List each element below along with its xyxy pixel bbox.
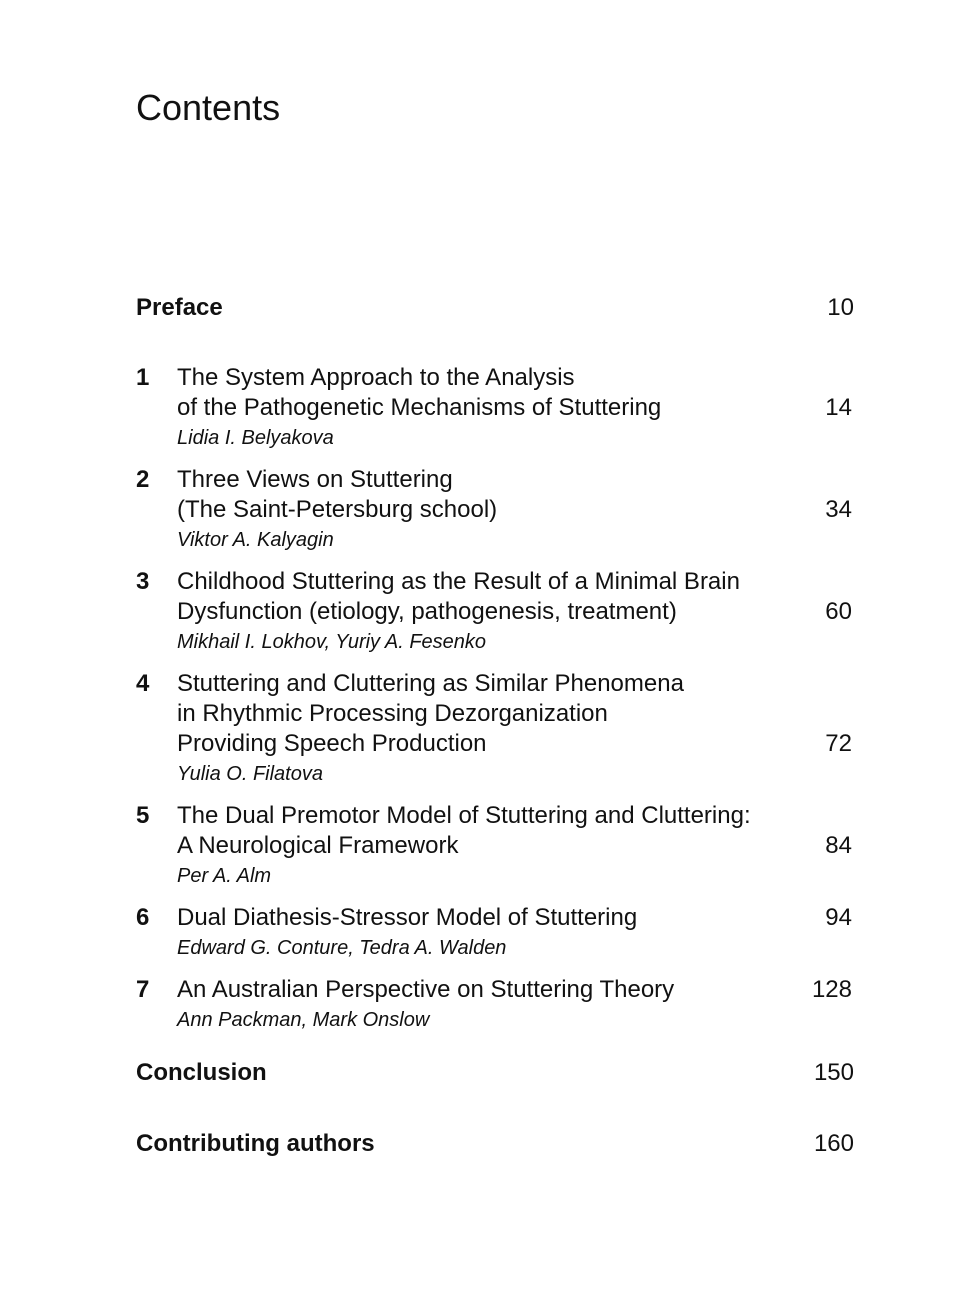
toc-contributors (136, 1129, 854, 1159)
chapter-entry-3[interactable] (136, 567, 854, 657)
toc-conclusion (136, 1058, 854, 1088)
chapter-number: 1 (136, 364, 150, 391)
chapter-entry-1[interactable] (136, 363, 854, 453)
conclusion-entry[interactable] (136, 1058, 854, 1088)
chapter-number: 6 (136, 904, 150, 931)
chapter-title: The System Approach to the Analysis of the Pathogenetic Mechanisms of Stuttering (177, 364, 662, 421)
chapter-page: 34 (825, 496, 852, 523)
toc-chapters (136, 363, 854, 1047)
chapter-page: 128 (811, 976, 852, 1003)
chapter-title: Stuttering and Cluttering as Similar Phenomena in Rhythmic Processing Dezorganization Providing Speech Production (177, 670, 684, 757)
chapter-authors: Per A. Alm (177, 865, 272, 887)
chapter-title: An Australian Perspective on Stuttering Theory (177, 976, 675, 1003)
chapter-authors: Ann Packman, Mark Onslow (177, 1009, 430, 1031)
chapter-entry-6[interactable] (136, 903, 854, 963)
chapter-entry-7[interactable] (136, 975, 854, 1035)
toc-preface (136, 293, 854, 323)
chapter-page: 60 (825, 598, 852, 625)
chapter-number: 3 (136, 568, 150, 595)
chapter-number: 5 (136, 802, 150, 829)
chapter-authors: Lidia I. Belyakova (177, 427, 334, 449)
conclusion-label: Conclusion (136, 1059, 267, 1086)
chapter-authors: Mikhail I. Lokhov, Yuriy A. Fesenko (177, 631, 487, 653)
chapter-page: 94 (825, 904, 852, 931)
chapter-title: Dual Diathesis-Stressor Model of Stuttering (177, 904, 638, 931)
chapter-page: 14 (825, 394, 852, 421)
chapter-page: 72 (825, 730, 852, 757)
page-title: Contents (136, 87, 281, 128)
chapter-title: Childhood Stuttering as the Result of a Minimal Brain Dysfunction (etiology, pathogenesis, treatment) (177, 568, 740, 625)
chapter-authors: Yulia O. Filatova (177, 763, 323, 785)
chapter-number: 4 (136, 670, 150, 697)
chapter-number: 2 (136, 466, 150, 493)
chapter-entry-5[interactable] (136, 801, 854, 891)
contributors-entry[interactable] (136, 1129, 854, 1159)
chapter-title: Three Views on Stuttering (The Saint-Petersburg school) (177, 466, 498, 523)
preface-page: 10 (827, 294, 854, 321)
contributors-label: Contributing authors (136, 1130, 375, 1157)
conclusion-page: 150 (813, 1059, 854, 1086)
chapter-authors: Edward G. Conture, Tedra A. Walden (177, 937, 507, 959)
contributors-page: 160 (813, 1130, 854, 1157)
chapter-entry-4[interactable] (136, 669, 854, 789)
preface-label: Preface (136, 294, 223, 321)
chapter-number: 7 (136, 976, 150, 1003)
chapter-page: 84 (825, 832, 852, 859)
chapter-entry-2[interactable] (136, 465, 854, 555)
chapter-title: The Dual Premotor Model of Stuttering and Cluttering: A Neurological Framework (177, 802, 751, 859)
preface-entry[interactable] (136, 293, 854, 323)
chapter-authors: Viktor A. Kalyagin (177, 529, 334, 551)
